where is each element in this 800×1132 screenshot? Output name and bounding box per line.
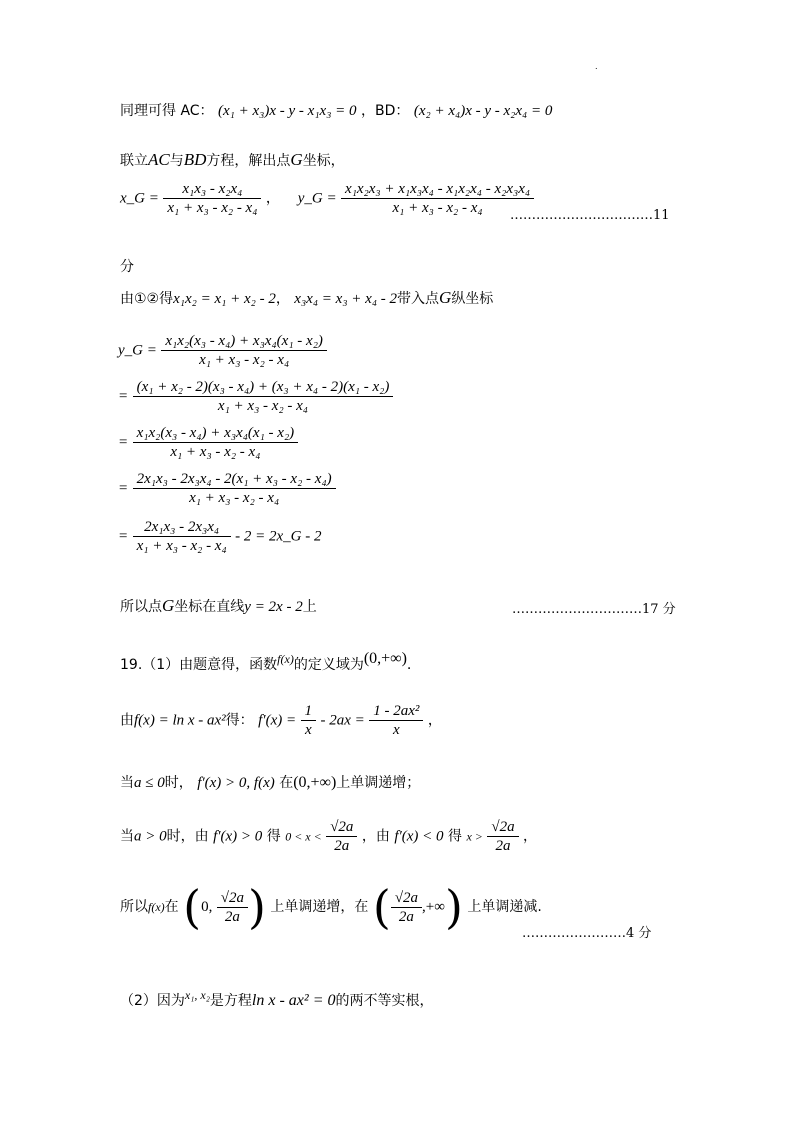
denominator: 2a (495, 838, 511, 854)
xg-numerator: x₁x₃ - x₂x₄ (163, 180, 261, 199)
xg-denominator: x₁ + x₃ - x₂ - x₄ (167, 200, 258, 216)
step-denominator: x₁ + x₃ - x₂ - x₄ (170, 444, 261, 460)
eq-x1x2: x₁x₂ = x₁ + x₂ - 2 (173, 291, 276, 307)
header-mark: . (595, 62, 598, 71)
text: 在 (279, 775, 294, 791)
step-denominator: x₁ + x₃ - x₂ - x₄ (217, 398, 309, 414)
fraction-one-over-x (301, 702, 317, 739)
comma: ， (275, 291, 290, 307)
inequality-left: 0 < x < (285, 829, 322, 844)
line-case-a-positive (120, 818, 537, 855)
bd-label: BD (183, 150, 207, 169)
line-g-coordinates (120, 180, 534, 217)
interval-left: 0, (201, 899, 213, 915)
text: ，由 (361, 828, 390, 845)
text: 所以 (120, 899, 148, 915)
text: 在 (164, 899, 179, 915)
denominator: 2a (334, 838, 350, 854)
denominator: 2a (224, 908, 240, 925)
derivation-step-2 (118, 378, 393, 415)
condition-increasing: f′(x) > 0 (213, 828, 263, 845)
sqrt-fraction (391, 889, 422, 926)
numerator: √2a (487, 818, 518, 837)
interval-right: ,+∞ (422, 899, 445, 915)
line-ac-bd-equations (120, 100, 552, 120)
text: 纵坐标 (451, 291, 494, 307)
step-numerator: 2x₁x₃ - 2x₃x₄ (133, 518, 231, 537)
step-lead: = (118, 528, 129, 545)
derivation-step-1 (118, 332, 327, 369)
yg-denominator: x₁ + x₃ - x₂ - x₄ (392, 200, 483, 216)
sqrt-fraction (217, 889, 248, 926)
text: 带入点 (397, 291, 440, 307)
text: 上单调递增，在 (270, 899, 369, 915)
inequality-right: x > (466, 829, 483, 844)
numerator: 1 - 2ax² (369, 702, 423, 721)
step-fraction (133, 518, 231, 555)
text: 分 (120, 259, 134, 275)
text: 得： (225, 712, 254, 729)
score-4: ……………………4 分 (522, 926, 652, 941)
step-fraction (133, 470, 336, 507)
text: 坐标在直线 (174, 599, 245, 615)
text: 当 (120, 828, 134, 845)
text: 时， (164, 775, 193, 791)
yg-numerator: x₁x₂x₃ + x₁x₃x₄ - x₁x₂x₄ - x₂x₃x₄ (341, 180, 534, 199)
text: （2）因为 (120, 993, 185, 1009)
comma: ， (265, 190, 280, 207)
text: 当 (120, 775, 134, 791)
text: 19.（1）由题意得，函数 (120, 657, 278, 673)
text: 是方程 (209, 993, 252, 1009)
step-numerator: x₁x₂(x₃ - x₄) + x₃x₄(x₁ - x₂) (133, 424, 299, 443)
line-substitution (120, 288, 493, 308)
fraction-derivative (369, 702, 423, 739)
ac-label: AC (148, 150, 170, 169)
line-equation: y = 2x - 2 (244, 599, 303, 615)
step-lead: = (118, 388, 129, 405)
step-denominator: x₁ + x₃ - x₂ - x₄ (189, 490, 280, 506)
derivation-step-4 (118, 470, 336, 507)
condition: a ≤ 0 (134, 775, 165, 791)
line-solve-intro (120, 150, 345, 170)
function-label: f(x) (277, 652, 294, 666)
text: 的定义域为 (293, 657, 364, 673)
line-monotonic-intervals (120, 880, 542, 934)
score-17: …………………………17 分 (512, 602, 676, 617)
text: 上单调递减. (467, 899, 542, 915)
right-paren: ) (248, 880, 266, 934)
function-label: f(x) (148, 900, 165, 914)
text-sep: ，BD： (361, 103, 410, 119)
xg-label: x_G = (120, 190, 159, 207)
condition: a > 0 (134, 828, 167, 845)
text: 与 (169, 153, 184, 169)
text: 由①②得 (120, 291, 174, 307)
xg-fraction (163, 180, 261, 217)
derivation-step-3 (118, 424, 298, 461)
numerator: √2a (391, 889, 422, 908)
step-numerator: (x₁ + x₂ - 2)(x₃ - x₄) + (x₃ + x₄ - 2)(x₁ - x₂) (133, 378, 394, 397)
derivative-mid: - 2ax = (320, 712, 365, 729)
denominator: x (392, 722, 400, 738)
text: 的两不等实根， (335, 993, 434, 1009)
eq-x3x4: x₃x₄ = x₃ + x₄ - 2 (294, 291, 398, 307)
denominator: x (304, 722, 312, 738)
text: 得 (448, 828, 462, 845)
step-lead: = (118, 480, 129, 497)
text: 坐标， (302, 153, 345, 169)
step-numerator: x₁x₂(x₃ - x₄) + x₃x₄(x₁ - x₂) (161, 332, 327, 351)
line-q19-part2 (120, 988, 434, 1010)
numerator: √2a (326, 818, 357, 837)
text: 上 (302, 599, 317, 615)
yg-fraction (341, 180, 534, 217)
comma: ， (523, 828, 538, 845)
numerator: 1 (301, 702, 317, 721)
text: 方程，解出点 (206, 153, 291, 169)
denominator: 2a (398, 908, 414, 925)
ac-equation: (x₁ + x₃)x - y - x₁x₃ = 0 (218, 103, 357, 119)
line-q19-domain (120, 650, 411, 674)
line-score-unit (120, 256, 134, 276)
text: 由 (120, 712, 134, 729)
roots-label: x₁, x₂ (184, 988, 210, 1002)
period: . (406, 657, 412, 673)
condition-decreasing: f′(x) < 0 (394, 828, 444, 845)
text: 联立 (120, 153, 148, 169)
step-fraction (161, 332, 327, 369)
yg-label: y_G = (297, 190, 337, 207)
text: 所以点 (120, 599, 162, 615)
step-fraction (133, 378, 394, 415)
text: 得 (266, 828, 281, 845)
text: 时，由 (166, 828, 209, 845)
numerator: √2a (217, 889, 248, 908)
line-conclusion (120, 596, 317, 616)
bd-equation: (x₂ + x₄)x - y - x₂x₄ = 0 (413, 103, 553, 119)
score-11: ……………………………11 (510, 208, 670, 223)
step-numerator: 2x₁x₃ - 2x₃x₄ - 2(x₁ + x₃ - x₂ - x₄) (133, 470, 336, 489)
line-case-a-nonpositive (120, 772, 420, 792)
derivation-step-5 (118, 518, 322, 555)
left-paren: ( (183, 880, 202, 934)
interval: (0,+∞) (293, 774, 337, 791)
equation: ln x - ax² = 0 (251, 992, 336, 1009)
sqrt-fraction (326, 818, 357, 855)
step-denominator: x₁ + x₃ - x₂ - x₄ (136, 538, 227, 554)
right-paren: ) (444, 880, 463, 934)
step-fraction (133, 424, 299, 461)
function-definition: f(x) = ln x - ax² (134, 712, 226, 729)
line-derivative (120, 702, 442, 739)
derivative-lhs: f′(x) = (258, 712, 297, 729)
point-g-label: G (290, 150, 303, 169)
point-g-label: G (162, 596, 175, 615)
sqrt-fraction (487, 818, 518, 855)
step-lead: = (118, 434, 129, 451)
step-tail: - 2 = 2x_G - 2 (235, 528, 322, 545)
left-paren: ( (372, 880, 391, 934)
comma: ， (427, 712, 442, 729)
step-lead: y_G = (118, 342, 157, 359)
domain-interval: (0,+∞) (363, 650, 407, 667)
point-g-label: G (439, 288, 452, 307)
result: f′(x) > 0, f(x) (197, 775, 275, 791)
text: 上单调递增； (336, 775, 421, 791)
step-denominator: x₁ + x₃ - x₂ - x₄ (199, 352, 290, 368)
text-prefix: 同理可得 AC： (120, 103, 214, 119)
